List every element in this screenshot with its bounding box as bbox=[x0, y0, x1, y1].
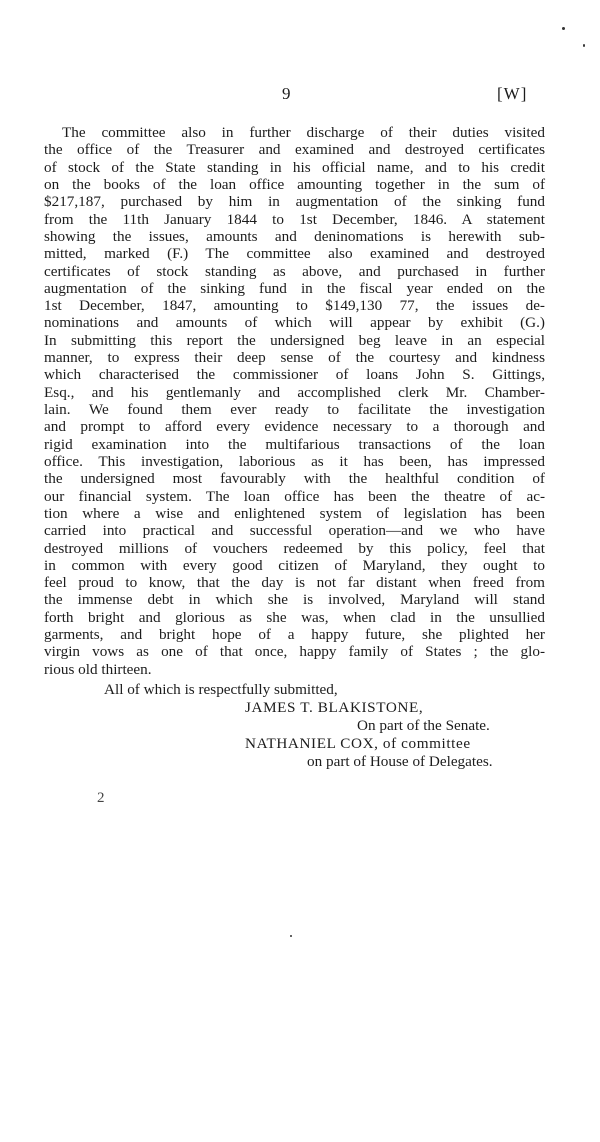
text-line: the immense debt in which she is involved, Maryland will stand bbox=[44, 591, 545, 609]
scan-speck bbox=[562, 27, 565, 30]
text-line: destroyed millions of vouchers redeemed by this policy, feel that bbox=[44, 539, 545, 557]
text-line: $217,187, purchased by him in augmentation of the sinking fund bbox=[44, 193, 545, 211]
scan-speck bbox=[290, 935, 292, 937]
text-line: office. This investigation, laborious as it has been, has impressed bbox=[44, 452, 545, 470]
signatory-name: JAMES T. BLAKISTONE, bbox=[245, 699, 424, 716]
signatory-role: On part of the Senate. bbox=[357, 717, 490, 734]
text-line: of stock of the State standing in his official name, and to his credit bbox=[44, 158, 545, 176]
page-number: 9 bbox=[282, 84, 291, 103]
text-line: from the 11th January 1844 to 1st December, 1846. A statement bbox=[44, 210, 545, 228]
text-line: rigid examination into the multifarious transactions of the loan bbox=[44, 435, 545, 453]
text-line: the undersigned most favourably with the healthful condition of bbox=[44, 470, 545, 488]
sheet-mark: 2 bbox=[97, 790, 105, 806]
text-line: garments, and bright hope of a happy future, she plighted her bbox=[44, 626, 545, 644]
text-line: which characterised the commissioner of loans John S. Gittings, bbox=[44, 366, 545, 384]
text-line: nominations and amounts of which will appear by exhibit (G.) bbox=[44, 314, 545, 332]
body-paragraph bbox=[44, 124, 545, 678]
text-line: tion where a wise and enlightened system of legislation has been bbox=[44, 504, 545, 522]
signatory-name: NATHANIEL COX, of committee bbox=[245, 735, 471, 752]
text-line: In submitting this report the undersigned beg leave in an especial bbox=[44, 331, 545, 349]
signatory-role: on part of House of Delegates. bbox=[307, 753, 493, 770]
text-line: on the books of the loan office amounting together in the sum of bbox=[44, 175, 545, 193]
text-line: in common with every good citizen of Maryland, they ought to bbox=[44, 556, 545, 574]
text-line: lain. We found them ever ready to facilitate the investigation bbox=[44, 401, 545, 418]
text-line: virgin vows as one of that once, happy family of States ; the glo- bbox=[44, 643, 545, 661]
scan-speck bbox=[583, 44, 585, 47]
text-line: 1st December, 1847, amounting to $149,130 77, the issues de- bbox=[44, 297, 545, 315]
text-line: augmentation of the sinking fund in the fiscal year ended on the bbox=[44, 279, 545, 297]
closing-line: All of which is respectfully submitted, bbox=[104, 681, 338, 698]
text-line: the office of the Treasurer and examined and destroyed certificates bbox=[44, 141, 545, 159]
text-line: Esq., and his gentlemanly and accomplished clerk Mr. Chamber- bbox=[44, 383, 545, 401]
text-line: The committee also in further discharge of their duties visited bbox=[62, 124, 545, 141]
text-line: mitted, marked (F.) The committee also examined and destroyed bbox=[44, 245, 545, 263]
text-line: forth bright and glorious as she was, when clad in the unsullied bbox=[44, 608, 545, 626]
text-line: showing the issues, amounts and deninomations is herewith sub- bbox=[44, 227, 545, 245]
text-line: manner, to express their deep sense of the courtesy and kindness bbox=[44, 349, 545, 367]
text-line: certificates of stock standing as above, and purchased in further bbox=[44, 262, 545, 280]
signature-mark: [W] bbox=[497, 84, 528, 103]
text-line: our financial system. The loan office has been the theatre of ac- bbox=[44, 487, 545, 505]
text-line: rious old thirteen. bbox=[44, 660, 152, 678]
text-line: and prompt to afford every evidence necessary to a thorough and bbox=[44, 418, 545, 436]
text-line: feel proud to know, that the day is not far distant when freed from bbox=[44, 574, 545, 592]
text-line: carried into practical and successful operation—and we who have bbox=[44, 522, 545, 540]
